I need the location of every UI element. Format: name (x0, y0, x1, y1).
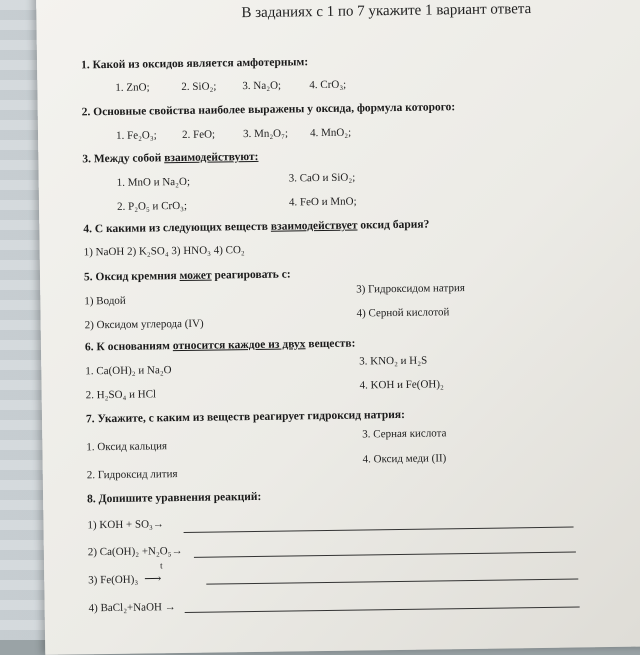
q2-option-3: 3. Mn₂O₇; (242, 127, 289, 141)
q6-title-part-c: веществ: (308, 337, 356, 351)
question-5-title (84, 268, 291, 283)
q4-title-underlined: взаимодействует (270, 219, 358, 233)
q6-option-2: 2. H₂SO₄ и HCl (85, 388, 157, 402)
q7-option-2: 2. Гидроксид лития (86, 468, 178, 482)
q1-option-1: 1. ZnO; (115, 81, 150, 94)
q7-option-1: 1. Оксид кальция (86, 440, 168, 454)
q6-option-4: 4. KOH и Fe(OH)₂ (359, 378, 444, 392)
question-2-title: 2. Основные свойства наиболее выражены у оксида, формула которого: (81, 101, 456, 119)
q2-option-1: 1. Fe₂O₃; (115, 129, 157, 142)
q6-option-1: 1. Ca(OH)₂ и Na₂O (85, 364, 172, 378)
q4-title-part-c: оксид бария? (360, 218, 430, 232)
question-8-title: 8. Допишите уравнения реакций: (87, 490, 262, 506)
q3-option-4: 4. FeO и MnO; (288, 195, 357, 209)
question-1-title: 1. Какой из оксидов является амфотерным: (80, 56, 309, 72)
q8-equation-3: 3) Fe(OH)₃ (88, 573, 139, 587)
answer-line-1 (184, 527, 574, 533)
q3-title-part-a: 3. Между собой (82, 152, 162, 166)
q7-option-4: 4. Оксид меди (II) (362, 452, 447, 466)
q8-t-mark: t (159, 560, 163, 571)
page-header: В заданиях с 1 по 7 укажите 1 вариант ответа (241, 1, 532, 22)
q3-option-1: 1. MnO и Na₂O; (116, 175, 191, 189)
answer-line-4 (185, 606, 580, 613)
answer-line-2 (194, 552, 576, 558)
q7-option-3: 3. Серная кислота (362, 427, 447, 441)
q1-option-4: 4. CrO₃; (309, 78, 347, 92)
q1-option-2: 2. SiO₂; (181, 80, 217, 93)
q1-option-3: 3. Na₂O; (242, 79, 282, 93)
q8-equation-2: 2) Ca(OH)₂ +N₂O₅→ (87, 545, 183, 559)
q8-equation-4: 4) BaCl₂+NaOH → (88, 601, 176, 615)
q3-title-underlined: взаимодействуют: (164, 150, 259, 165)
q4-title-part-a: 4. С какими из следующих веществ (83, 220, 269, 236)
q5-option-2: 2) Оксидом углерода (IV) (84, 317, 204, 332)
q8-equation-1: 1) KOH + SO₃→ (87, 518, 164, 532)
reaction-arrow-icon: ⟶ (144, 571, 162, 586)
q2-option-2: 2. FeO; (181, 128, 216, 141)
answer-line-3 (206, 578, 578, 584)
q3-option-2: 2. P₂O₅ и CrO₃; (116, 199, 188, 213)
q5-option-4: 4) Серной кислотой (356, 306, 450, 320)
q5-title-part-c: реагировать с: (214, 268, 291, 282)
question-6-title (85, 338, 356, 354)
q5-title-part-a: 5. Оксид кремния (83, 270, 177, 284)
q2-option-4: 4. MnO₂; (309, 126, 352, 140)
q4-options: 1) NaOH 2) K₂SO₄ 3) HNO₃ 4) CO₂ (83, 244, 245, 259)
question-3-title (82, 151, 258, 165)
q3-option-3: 3. CaO и SiO₂; (288, 171, 356, 185)
q5-title-underlined: может (179, 269, 212, 283)
q6-title-part-a: 6. К основаниям (84, 340, 171, 354)
q6-option-3: 3. KNO₂ и H₂S (359, 354, 428, 368)
q5-option-3: 3) Гидроксидом натрия (356, 282, 465, 296)
q5-option-1: 1) Водой (84, 294, 126, 308)
question-7-title: 7. Укажите, с каким из веществ реагирует гидроксид натрия: (85, 408, 405, 426)
q6-title-underlined: относится каждое из двух (172, 338, 306, 353)
question-4-title (83, 219, 429, 236)
worksheet-page (36, 0, 640, 655)
